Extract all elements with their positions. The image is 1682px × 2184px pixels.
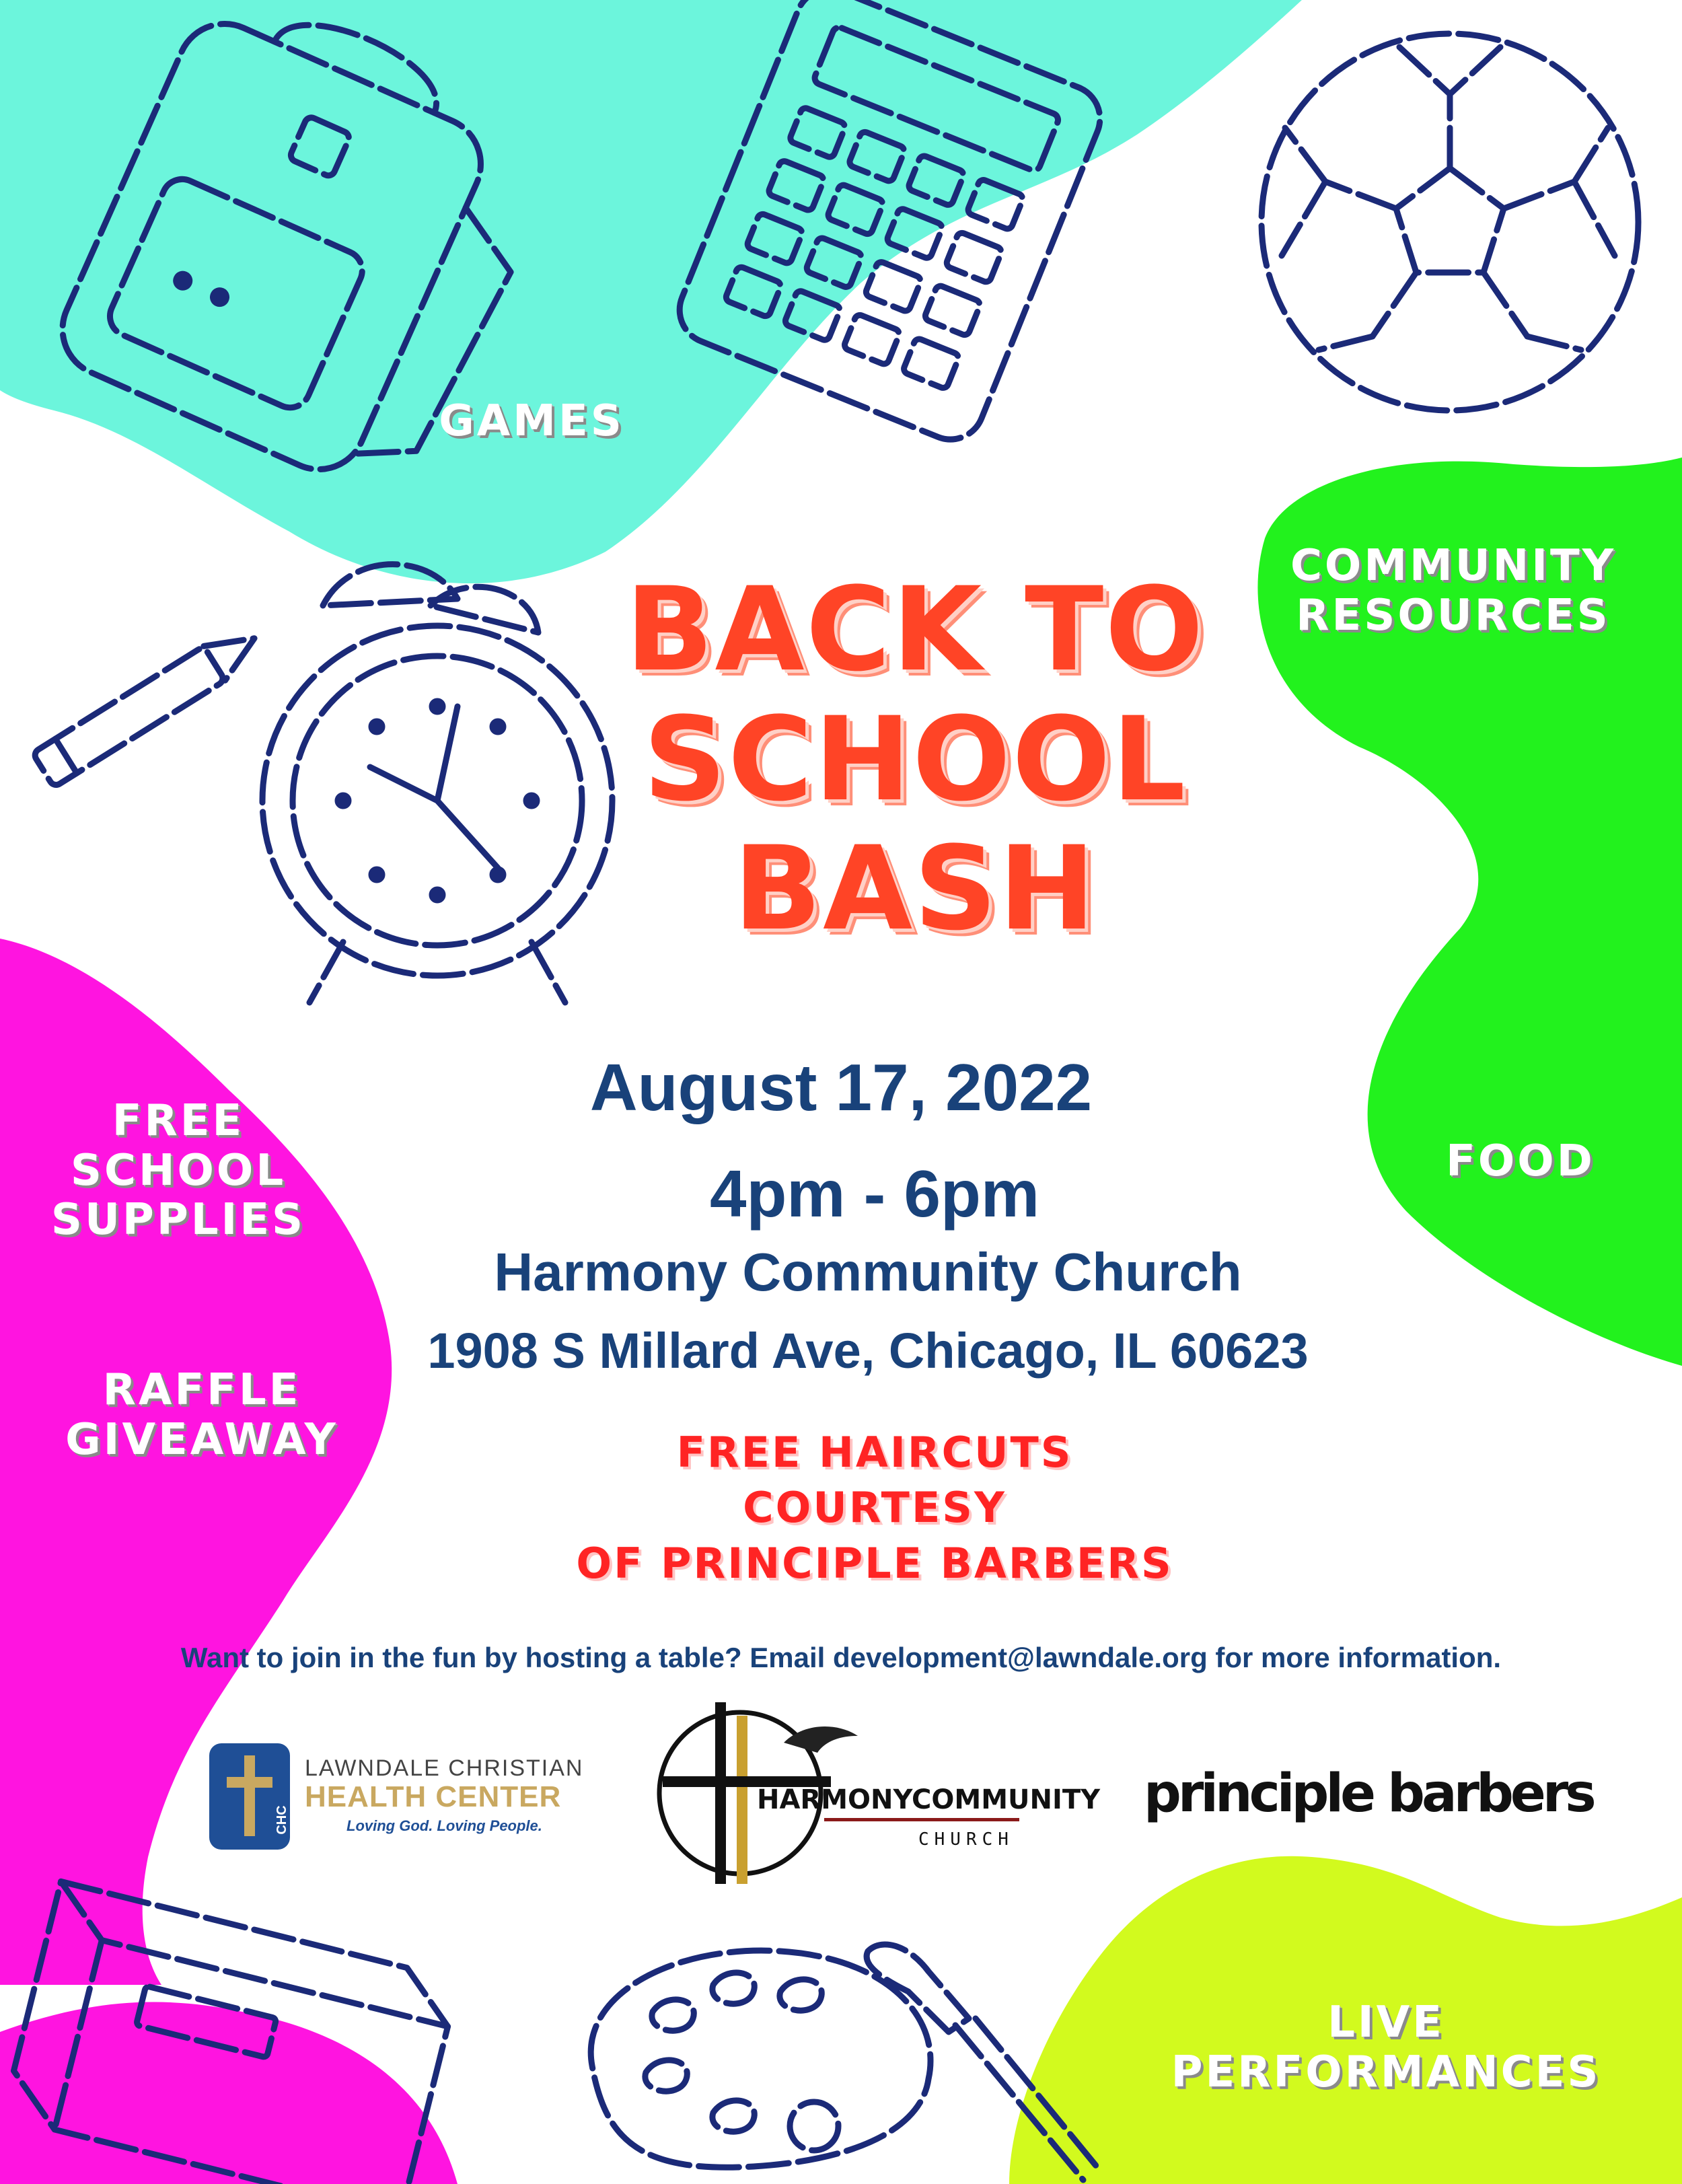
calculator-icon (669, 0, 1110, 449)
games-text: GAMES (439, 396, 624, 446)
haircuts-line-3: OF PRINCIPLE BARBERS (576, 1538, 1173, 1588)
barbers-name: principle barbers (1144, 1763, 1593, 1824)
harmony-cross-vertical-b (737, 1716, 747, 1884)
label-live-performances (1117, 1998, 1655, 2097)
label-food (1386, 1137, 1655, 1187)
lawndale-tagline: Loving God. Loving People. (346, 1817, 542, 1834)
haircuts-notice (511, 1425, 1238, 1591)
event-venue: Harmony Community Church (494, 1242, 1242, 1302)
lawndale-monogram: CHC (275, 1805, 289, 1835)
raffle-line-1: RAFFLE (102, 1365, 301, 1415)
supplies-line-2: SCHOOL (70, 1145, 287, 1196)
community-line-1: COMMUNITY (1290, 541, 1617, 591)
lawndale-line-2: HEALTH CENTER (305, 1780, 562, 1813)
title-line-1: BACK TO (625, 562, 1205, 697)
paintbrush-icon (867, 1944, 1097, 2180)
label-games (377, 397, 686, 447)
event-time: 4pm - 6pm (709, 1157, 1040, 1231)
lawndale-cross-vertical (244, 1755, 255, 1836)
event-title (511, 562, 1319, 957)
pencil-icon (32, 621, 265, 787)
live-line-1: LIVE (1327, 1998, 1445, 2047)
eagle-icon (784, 1726, 858, 1753)
title-line-3: BASH (733, 821, 1097, 957)
title-line-2: SCHOOL (643, 691, 1187, 827)
book-icon (3, 1881, 460, 2184)
principle-barbers-logo (1144, 1756, 1593, 1837)
host-table-cta: Want to join in the fun by hosting a table? Email development@lawndale.org for more information. (180, 1642, 1502, 1673)
food-text: FOOD (1446, 1136, 1595, 1186)
community-line-2: RESOURCES (1296, 590, 1611, 641)
label-free-school-supplies (13, 1097, 343, 1245)
harmony-name: HARMONYCOMMUNITY (757, 1784, 1101, 1815)
lawndale-cross-horizontal (227, 1777, 272, 1788)
event-address: 1908 S Millard Ave, Chicago, IL 60623 (427, 1323, 1309, 1379)
harmony-church-logo (656, 1696, 1101, 1891)
soccer-ball-icon (1262, 34, 1638, 410)
haircuts-line-2: COURTESY (743, 1483, 1007, 1533)
haircuts-line-1: FREE HAIRCUTS (676, 1428, 1073, 1477)
lawndale-logo (205, 1739, 582, 1854)
raffle-line-2: GIVEAWAY (65, 1414, 338, 1465)
harmony-cross-vertical-a (715, 1702, 726, 1884)
live-line-2: PERFORMANCES (1171, 2047, 1601, 2097)
lawndale-line-1: LAWNDALE CHRISTIAN (305, 1755, 584, 1781)
harmony-sub: CHURCH (918, 1829, 1014, 1850)
supplies-line-3: SUPPLIES (50, 1195, 306, 1245)
supplies-line-1: FREE (112, 1096, 245, 1146)
event-date: August 17, 2022 (589, 1050, 1093, 1124)
harmony-underline (824, 1818, 1019, 1821)
paint-palette-icon (591, 1951, 930, 2167)
label-raffle-giveaway (13, 1366, 390, 1465)
